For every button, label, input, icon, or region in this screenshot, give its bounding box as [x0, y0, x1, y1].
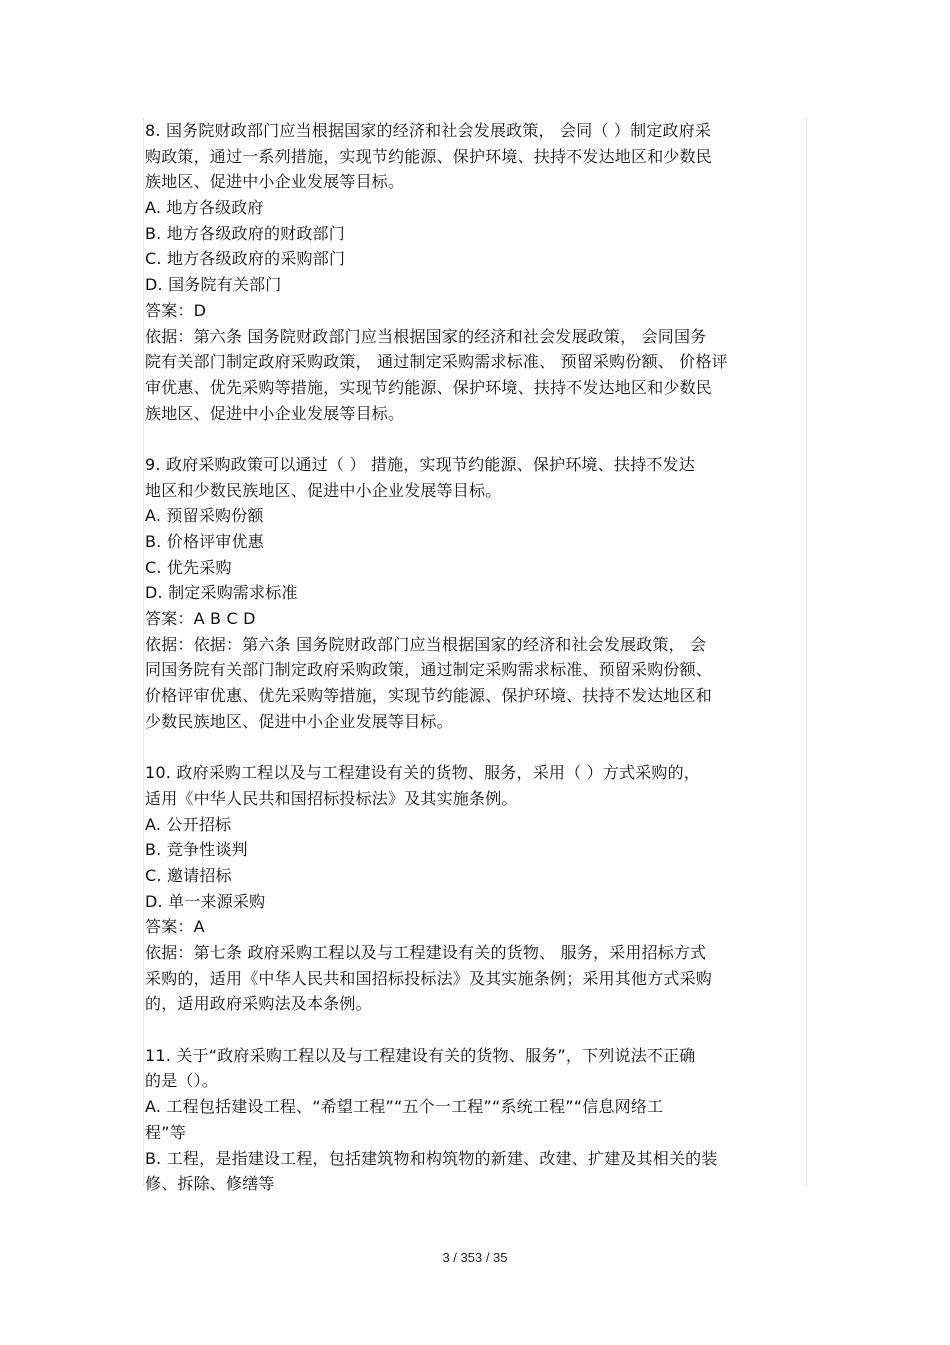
question-8-basis-line: 院有关部门制定政府采购政策， 通过制定采购需求标准、 预留采购份额、 价格评 — [145, 352, 728, 372]
question-9-basis-line: 价格评审优惠、优先采购等措施，实现节约能源、保护环境、扶持不发达地区和 — [145, 686, 713, 706]
question-9-line: 9. 政府采购政策可以通过（ ） 措施，实现节约能源、保护环境、扶持不发达 — [145, 454, 695, 474]
question-spacer — [145, 1017, 805, 1043]
page-frame-left — [143, 118, 144, 1186]
question-8-basis-line: 审优惠、优先采购等措施，实现节约能源、保护环境、扶持不发达地区和少数民 — [145, 377, 713, 397]
question-9-basis-line: 少数民族地区、促进中小企业发展等目标。 — [145, 711, 453, 731]
question-10-basis-line: 采购的，适用《中华人民共和国招标投标法》及其实施条例；采用其他方式采购 — [145, 968, 713, 988]
question-9-answer: 答案：A B C D — [145, 609, 256, 629]
question-10-option-c: C. 邀请招标 — [145, 865, 232, 885]
question-11-option-a: A. 工程包括建设工程、“希望工程”“五个一工程”“系统工程”“信息网络工 — [145, 1097, 664, 1117]
question-8-answer: 答案：D — [145, 300, 207, 320]
question-9-basis-line: 依据：依据：第六条 国务院财政部门应当根据国家的经济和社会发展政策， 会 — [145, 634, 707, 654]
question-9 — [145, 452, 805, 735]
page-frame-right — [806, 118, 807, 1186]
question-10-answer: 答案：A — [145, 917, 205, 937]
question-11-line: 的是（）。 — [145, 1071, 219, 1091]
question-8-option-a: A. 地方各级政府 — [145, 198, 264, 218]
question-10-basis-line: 的，适用政府采购法及本条例。 — [145, 994, 372, 1014]
question-8-line: 族地区、促进中小企业发展等目标。 — [145, 172, 405, 192]
question-11-option-b-cont: 修、拆除、修缮等 — [145, 1174, 275, 1194]
question-10-line: 10. 政府采购工程以及与工程建设有关的货物、服务，采用（ ）方式采购的， — [145, 763, 701, 783]
question-spacer — [145, 735, 805, 761]
question-list — [145, 118, 805, 1197]
question-10-basis-line: 依据：第七条 政府采购工程以及与工程建设有关的货物、 服务，采用招标方式 — [145, 943, 707, 962]
question-11-line: 11. 关于“政府采购工程以及与工程建设有关的货物、服务”，下列说法不正确 — [145, 1045, 696, 1065]
page-number: 3 / 353 / 35 — [442, 1250, 508, 1265]
question-10-line: 适用《中华人民共和国招标投标法》及其实施条例。 — [145, 788, 518, 808]
question-8-option-c: C. 地方各级政府的采购部门 — [145, 249, 346, 269]
question-9-basis-line: 同国务院有关部门制定政府采购政策，通过制定采购需求标准、预留采购份额、 — [145, 660, 713, 680]
question-9-option-d: D. 制定采购需求标准 — [145, 583, 298, 603]
question-10 — [145, 760, 805, 1017]
question-spacer — [145, 426, 805, 452]
question-8-basis-line: 族地区、促进中小企业发展等目标。 — [145, 403, 405, 423]
question-10-option-d: D. 单一来源采购 — [145, 891, 266, 911]
question-11-option-b: B. 工程，是指建设工程，包括建筑物和构筑物的新建、改建、扩建及其相关的装 — [145, 1148, 718, 1168]
question-8 — [145, 118, 805, 426]
question-9-option-a: A. 预留采购份额 — [145, 506, 264, 526]
question-8-option-d: D. 国务院有关部门 — [145, 275, 282, 295]
question-9-line: 地区和少数民族地区、促进中小企业发展等目标。 — [145, 480, 502, 500]
question-9-option-b: B. 价格评审优惠 — [145, 532, 264, 551]
question-8-line: 购政策，通过一系列措施，实现节约能源、保护环境、扶持不发达地区和少数民 — [145, 146, 713, 166]
question-10-option-b: B. 竞争性谈判 — [145, 840, 248, 860]
question-9-option-c: C. 优先采购 — [145, 557, 232, 577]
question-10-option-a: A. 公开招标 — [145, 814, 232, 834]
question-8-basis-line: 依据：第六条 国务院财政部门应当根据国家的经济和社会发展政策， 会同国务 — [145, 326, 707, 346]
question-8-option-b: B. 地方各级政府的财政部门 — [145, 223, 345, 243]
question-11-option-a-cont: 程”等 — [145, 1122, 186, 1142]
question-8-line: 8. 国务院财政部门应当根据国家的经济和社会发展政策， 会同（ ）制定政府采 — [145, 121, 712, 140]
question-11 — [145, 1043, 805, 1197]
